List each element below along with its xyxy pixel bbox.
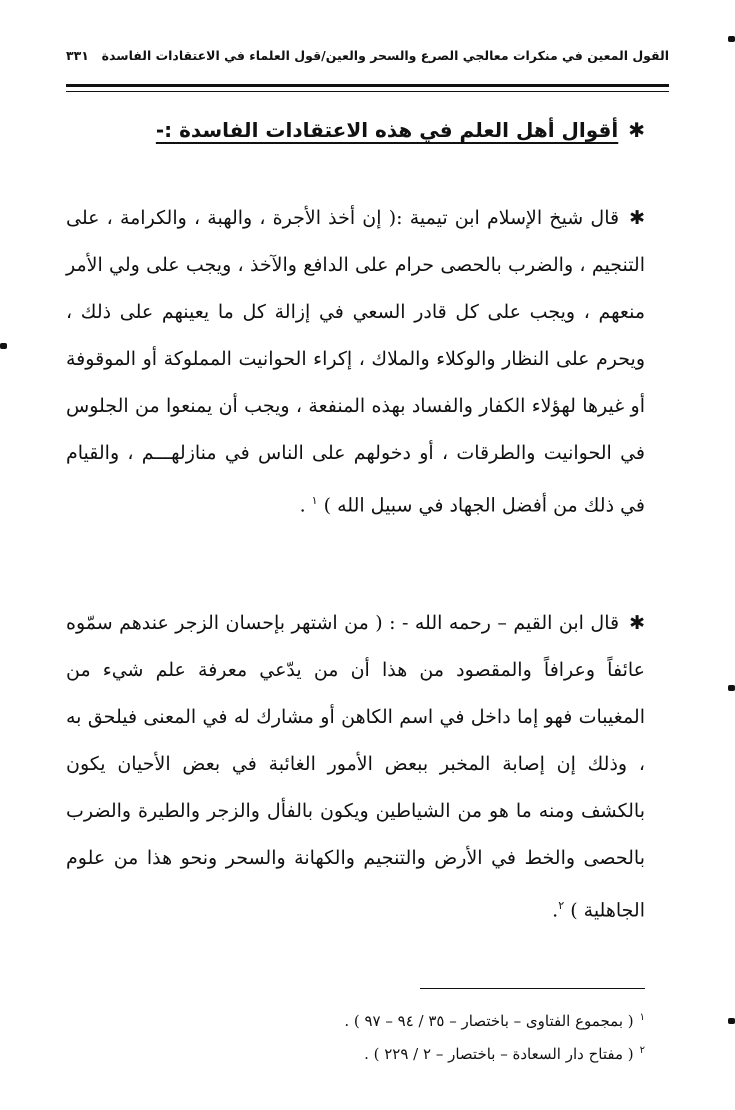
edge-mark-top-right <box>728 36 735 42</box>
section-heading <box>150 118 645 142</box>
paragraph-text: قال ابن القيم – رحمه الله - : ( من اشتهر بإحسان الزجر عندهم سمّوه عائفاً وعرافاً والمقصود من هذا أن من يدّعي معرفة علم شيء من المغيبات فهو إما داخل في اسم الكاهن أو مشارك له في المعنى فيلحق به ، وذلك إن إصابة المخبر ببعض الأمور الغائبة في بعض الأحيان يكون بالكشف ومنه ما هو من الشياطين ويكون بالفأل والزجر والطيرة والضرب بالحصى والخط في الأرض والتنجيم والكهانة والسحر ونحو هذا من علوم الجاهلية ) <box>66 612 645 922</box>
footnote-text: ( بمجموع الفتاوى – باختصار – ٣٥ / ٩٤ – ٩٧ ) . <box>344 1012 634 1030</box>
page-number: ٣٣١ <box>66 48 89 63</box>
header-rule-thick <box>66 84 669 87</box>
edge-mark-bottom-right <box>728 1018 735 1024</box>
footnote-separator <box>420 988 645 989</box>
footnote-number: ٢ <box>639 1045 645 1056</box>
footnote-2 <box>66 1045 645 1063</box>
running-header <box>66 48 669 63</box>
footnote-ref: ٢ <box>558 899 565 912</box>
edge-mark-left <box>0 343 7 349</box>
footnote-text: ( مفتاح دار السعادة – باختصار – ٢ / ٢٢٩ ) . <box>364 1045 634 1063</box>
paragraph-star-icon: ✱ <box>629 207 645 229</box>
footnote-number: ١ <box>639 1012 645 1023</box>
header-rule-thin <box>66 91 669 92</box>
heading-star-icon: ✱ <box>628 118 645 142</box>
running-title: القول المعين في منكرات معالجي الصرع والسحر والعين/قول العلماء في الاعتقادات الفاسدة <box>101 48 669 63</box>
paragraph-end: . <box>552 899 559 922</box>
paragraph-ibn-qayyim <box>66 600 645 934</box>
paragraph-end: . <box>299 494 312 517</box>
paragraph-text: قال شيخ الإسلام ابن تيمية :( إن أخذ الأجرة ، والهبة ، والكرامة ، على التنجيم ، والضرب بالحصى حرام على الدافع والآخذ ، ويجب على ولي الأمر منعهم ، ويجب على كل قادر السعي في إزالة كل ما يعينهم على ذلك ، ويحرم على النظار والوكلاء والملاك ، إكراء الحوانيت المملوكة أو الموقوفة أو غيرها لهؤلاء الكفار والفساد بهذه المنفعة ، ويجب أن يمنعوا من الجلوس في الحوانيت والطرقات ، أو دخولهم على الناس في منازلهـــم ، والقيام في ذلك من أفضل الجهاد في سبيل الله ) <box>66 207 645 517</box>
edge-mark-mid-right <box>728 685 735 691</box>
paragraph-ibn-taymiyya <box>66 195 645 529</box>
paragraph-star-icon: ✱ <box>629 612 645 634</box>
footnote-1 <box>66 1012 645 1030</box>
section-heading-text: أقوال أهل العلم في هذه الاعتقادات الفاسدة :- <box>155 118 619 142</box>
footnote-ref: ١ <box>311 494 318 507</box>
